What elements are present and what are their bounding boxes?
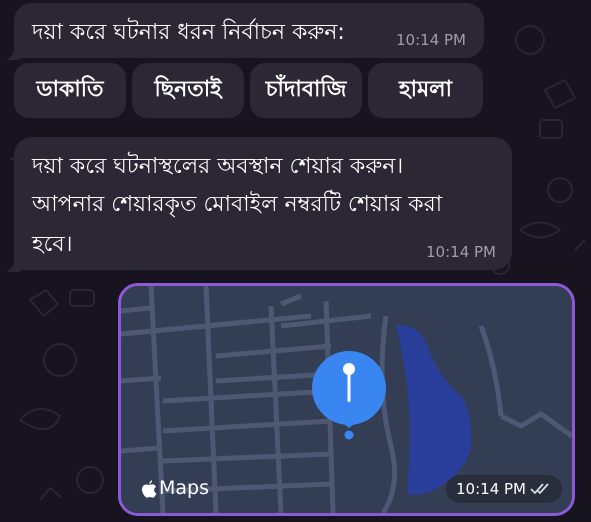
maps-provider-label xyxy=(141,477,209,499)
message-time: 10:14 PM xyxy=(456,480,526,498)
message-time: 10:14 PM xyxy=(396,31,466,49)
message-text-line: হবে। xyxy=(32,232,73,257)
message-text-line: আপনার শেয়ারকৃত মোবাইল নম্বরটি শেয়ার করা xyxy=(32,192,443,217)
incoming-message-bubble xyxy=(14,3,484,58)
apple-logo-icon xyxy=(141,479,157,498)
incoming-message-bubble xyxy=(14,137,512,270)
message-time: 10:14 PM xyxy=(426,243,496,261)
location-message-bubble[interactable] xyxy=(118,283,575,516)
quick-reply-extortion-button[interactable]: চাঁদাবাজি xyxy=(250,63,362,118)
message-text: দয়া করে ঘটনার ধরন নির্বাচন করুন: xyxy=(32,20,345,45)
quick-reply-snatching-button[interactable]: ছিনতাই xyxy=(132,63,244,118)
quick-reply-assault-button[interactable]: হামলা xyxy=(368,63,483,118)
message-meta xyxy=(446,475,562,503)
quick-reply-robbery-button[interactable]: ডাকাতি xyxy=(14,63,126,118)
message-text-line: দয়া করে ঘটনাস্থলের অবস্থান শেয়ার করুন। xyxy=(32,154,404,179)
maps-label-text: Maps xyxy=(159,477,209,499)
double-check-icon xyxy=(530,483,552,495)
